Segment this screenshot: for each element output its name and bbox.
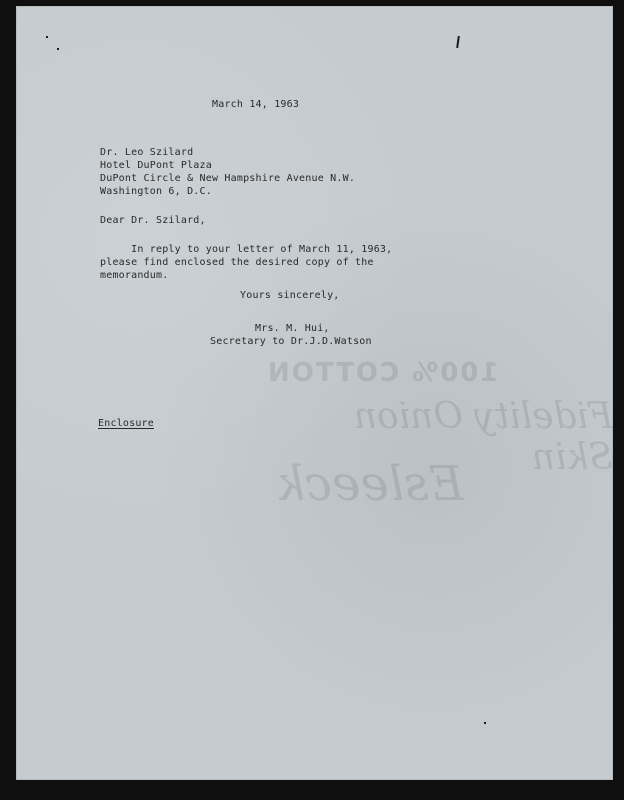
watermark-cotton: 100% COTTON	[266, 358, 499, 388]
watermark-fidelity: Fidelity Onion Skin	[353, 396, 613, 478]
letter-body	[100, 243, 392, 282]
letter-page	[16, 6, 613, 780]
signature-name: Mrs. M. Hui,	[255, 323, 330, 334]
pen-mark	[456, 36, 460, 48]
recipient-line: DuPont Circle & New Hampshire Avenue N.W.	[100, 173, 356, 184]
recipient-line: Dr. Leo Szilard	[100, 147, 194, 158]
letter-date: March 14, 1963	[212, 99, 300, 110]
recipient-line: Washington 6, D.C.	[100, 186, 212, 197]
signature-block	[210, 322, 372, 348]
speck-mark	[46, 36, 48, 38]
body-line: memorandum.	[100, 270, 169, 281]
body-line: In reply to your letter of March 11, 1963,	[100, 244, 393, 255]
recipient-line: Hotel DuPont Plaza	[100, 160, 212, 171]
salutation: Dear Dr. Szilard,	[100, 215, 206, 226]
recipient-address	[100, 146, 355, 198]
closing: Yours sincerely,	[240, 290, 340, 301]
speck-mark	[57, 48, 59, 50]
watermark-esleeck: Esleeck	[276, 456, 464, 512]
speck-mark	[484, 722, 486, 724]
signature-title: Secretary to Dr.J.D.Watson	[210, 336, 372, 347]
enclosure-label: Enclosure	[98, 418, 154, 429]
body-line: please find enclosed the desired copy of the	[100, 257, 374, 268]
